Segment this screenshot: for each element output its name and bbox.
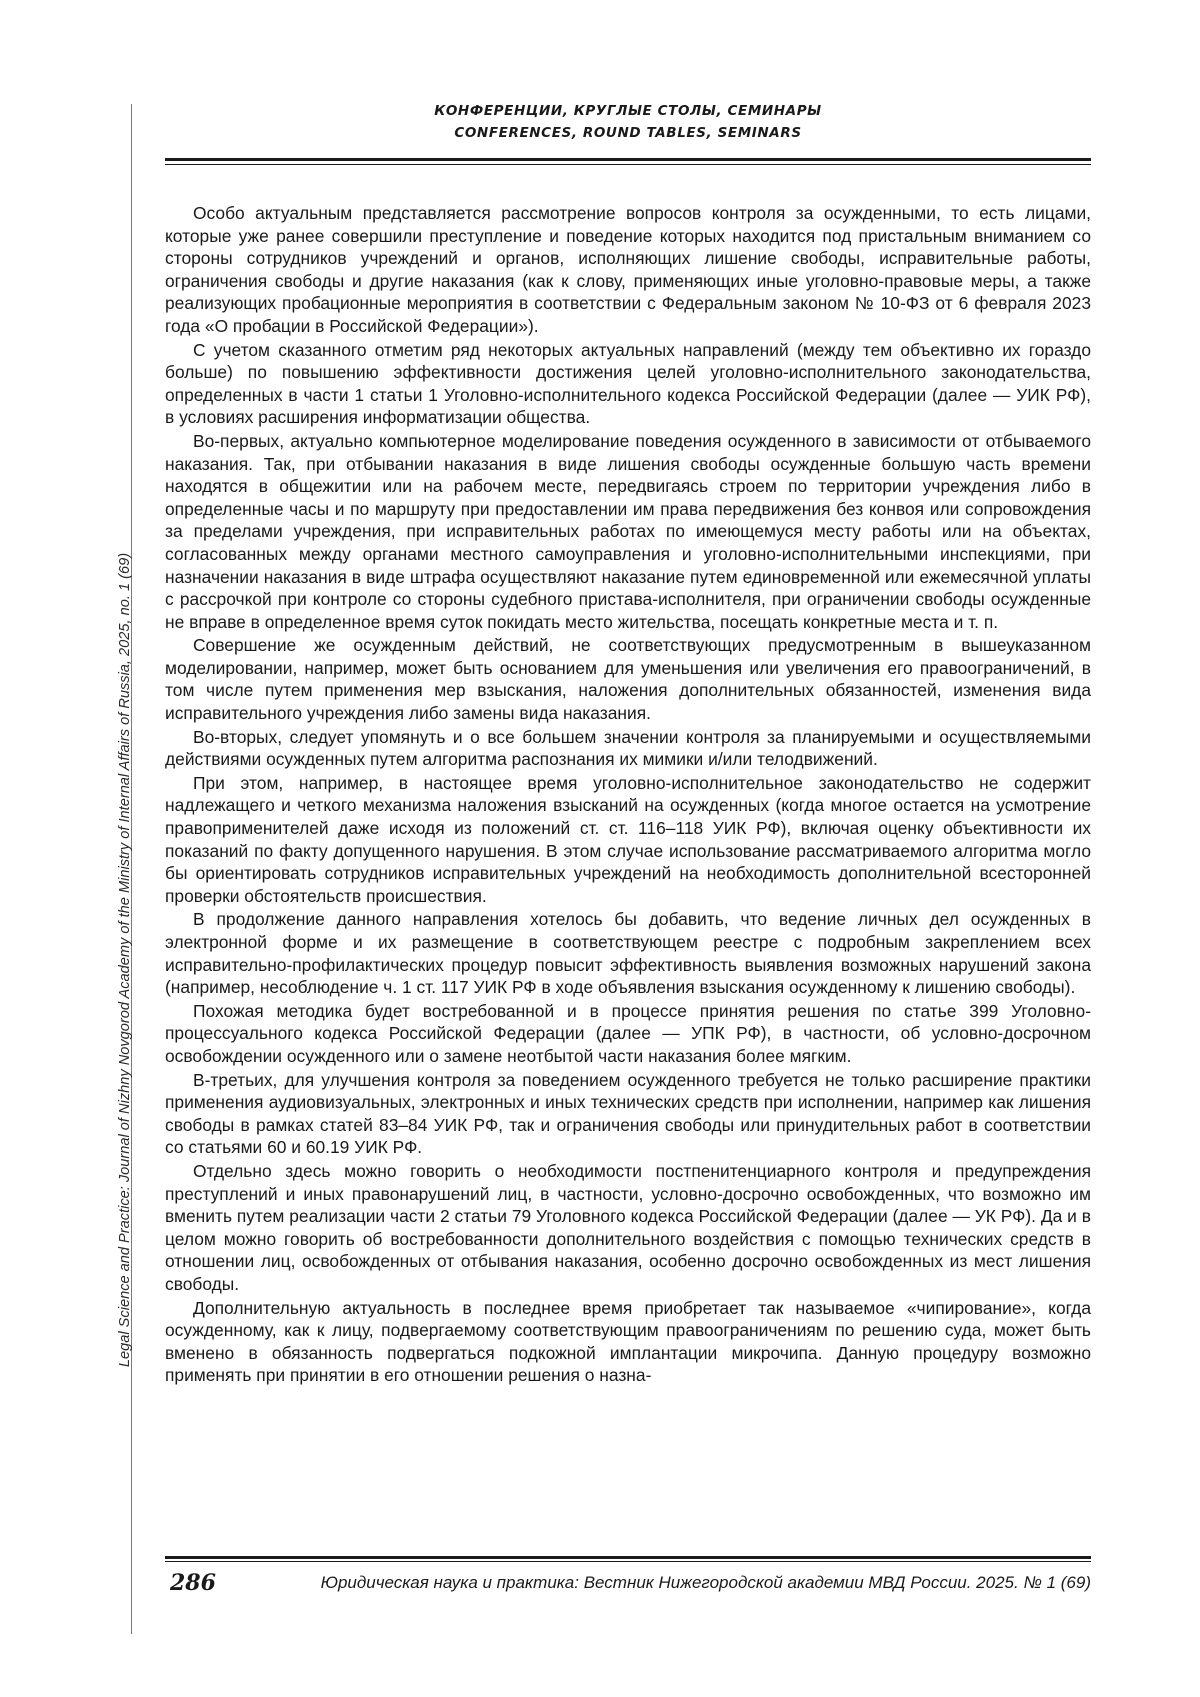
paragraph: Отдельно здесь можно говорить о необходимости постпенитенциарного контроля и предупреждения преступлений и иных правонарушений лиц, в частности, условно-досрочно освобожденных, что возможно им вменить путем реализации части 2 статьи 79 Уголовного кодекса Российской Федерации (далее — УК РФ). Да и в целом можно говорить об востребованности дополнительного воздействия с помощью технических средств в отношении лиц, освобожденных от отбывания наказания, особенно досрочно освобожденных из мест лишения свободы. bbox=[165, 1160, 1091, 1294]
footer-rule-thin bbox=[165, 1561, 1091, 1562]
paragraph: Во-первых, актуально компьютерное моделирование поведения осужденного в зависимости от отбываемого наказания. Так, при отбывании наказания в виде лишения свободы осужденные большую часть времени находятся в общежитии или на рабочем месте, передвигаясь строем по территории учреждения либо в определенные часы и по маршруту при предоставлении им права передвижения без конвоя или сопровождения за пределами учреждения, при исправительных работах по имеющемуся месту работы или на объектах, согласованных между органами местного самоуправления и уголовно-исполнительными инспекциями, при назначении наказания в виде штрафа осуществляют наказание путем единовременной или ежемесячной уплаты с рассрочкой при контроле со стороны судебного пристава-исполнителя, при ограничении свободы осужденные не вправе в определенное время суток покидать место жительства, посещать конкретные места и т. п. bbox=[165, 430, 1091, 632]
paragraph: При этом, например, в настоящее время уголовно-исполнительное законодательство не содержит надлежащего и четкого механизма наложения взысканий на осужденных (когда многое остается на усмотрение правоприменителей даже исходя из положений ст. ст. 116–118 УИК РФ), включая оценку объективности их показаний по факту допущенного нарушения. В этом случае использование рассматриваемого алгоритма могло бы ориентировать сотрудников исправительных учреждений на необходимость дополнительной всесторонней проверки обстоятельств происшествия. bbox=[165, 772, 1091, 906]
footer-rule-thick bbox=[165, 1556, 1091, 1559]
page-number: 286 bbox=[170, 1570, 216, 1596]
paragraph: Особо актуальным представляется рассмотрение вопросов контроля за осужденными, то есть лицами, которые уже ранее совершили преступление и поведение которых находится под пристальным вниманием со стороны сотрудников учреждений и органов, исполняющих лишение свободы, исправительные работы, ограничения свободы и другие наказания (как к слову, применяющих иные уголовно-правовые меры, а также реализующих пробационные мероприятия в соответствии с Федеральным законом № 10-ФЗ от 6 февраля 2023 года «О пробации в Российской Федерации»). bbox=[165, 203, 1091, 336]
header-rule-thin bbox=[165, 164, 1091, 165]
section-header bbox=[165, 100, 1091, 144]
paragraph: Совершение же осужденным действий, не соответствующих предусмотренным в вышеуказанном моделировании, например, может быть основанием для уменьшения или увеличения его правоограничений, в том числе путем применения мер взыскания, наложения дополнительных обязанностей, изменения вида исправительного учреждения либо замены вида наказания. bbox=[165, 635, 1091, 724]
paragraph: С учетом сказанного отметим ряд некоторых актуальных направлений (между тем объективно их гораздо больше) по повышению эффективности достижения целей уголовно-исполнительного законодательства, определенных в части 1 статьи 1 Уголовно-исполнительного кодекса Российской Федерации (далее — УИК РФ), в условиях расширения информатизации общества. bbox=[165, 339, 1091, 428]
header-rule-thick bbox=[165, 158, 1091, 161]
paragraph: Дополнительную актуальность в последнее время приобретает так называемое «чипирование», когда осужденному, как к лицу, подвергаемому соответствующим правоограничениям по решению суда, может быть вменено в обязанность подвергаться подкожной имплантации микрочипа. Данную процедуру возможно применять при принятии в его отношении решения о назна- bbox=[165, 1297, 1091, 1386]
paragraph: Во-вторых, следует упомянуть и о все большем значении контроля за планируемыми и осуществляемыми действиями осужденных путем алгоритма распознания их мимики и/или телодвижений. bbox=[165, 726, 1091, 770]
footer-journal-title: Юридическая наука и практика: Вестник Нижегородской академии МВД России. 2025. № 1 (69) bbox=[320, 1573, 1091, 1592]
paragraph: В-третьих, для улучшения контроля за поведением осужденного требуется не только расширение практики применения аудиовизуальных, электронных и иных технических средств при исполнении, например как лишения свободы в рамках статей 83–84 УИК РФ, так и ограничения свободы или принудительных работ в соответствии со статьями 60 и 60.19 УИК РФ. bbox=[165, 1069, 1091, 1158]
paragraph: В продолжение данного направления хотелось бы добавить, что ведение личных дел осужденных в электронной форме и их размещение в соответствующем реестре с подробным закреплением всех исправительно-профилактических процедур повысит эффективность выявления возможных нарушений закона (например, несоблюдение ч. 1 ст. 117 УИК РФ в ходе объявления взыскания осужденному к лишению свободы). bbox=[165, 909, 1091, 998]
section-title-en: CONFERENCES, ROUND TABLES, SEMINARS bbox=[454, 125, 802, 141]
vertical-journal-citation: Legal Science and Practice: Journal of Nizhny Novgorod Academy of the Ministry of Internal Affairs of Russia, 2025, no. 1 (69) bbox=[117, 552, 133, 1368]
paragraph: Похожая методика будет востребованной и в процессе принятия решения по статье 399 Уголовно-процессуального кодекса Российской Федерации (далее — УПК РФ), в частности, об условно-досрочном освобождении осужденного или о замене неотбытой части наказания более мягким. bbox=[165, 1000, 1091, 1066]
section-title-ru: КОНФЕРЕНЦИИ, КРУГЛЫЕ СТОЛЫ, СЕМИНАРЫ bbox=[434, 103, 822, 119]
article-body bbox=[165, 202, 1091, 1388]
